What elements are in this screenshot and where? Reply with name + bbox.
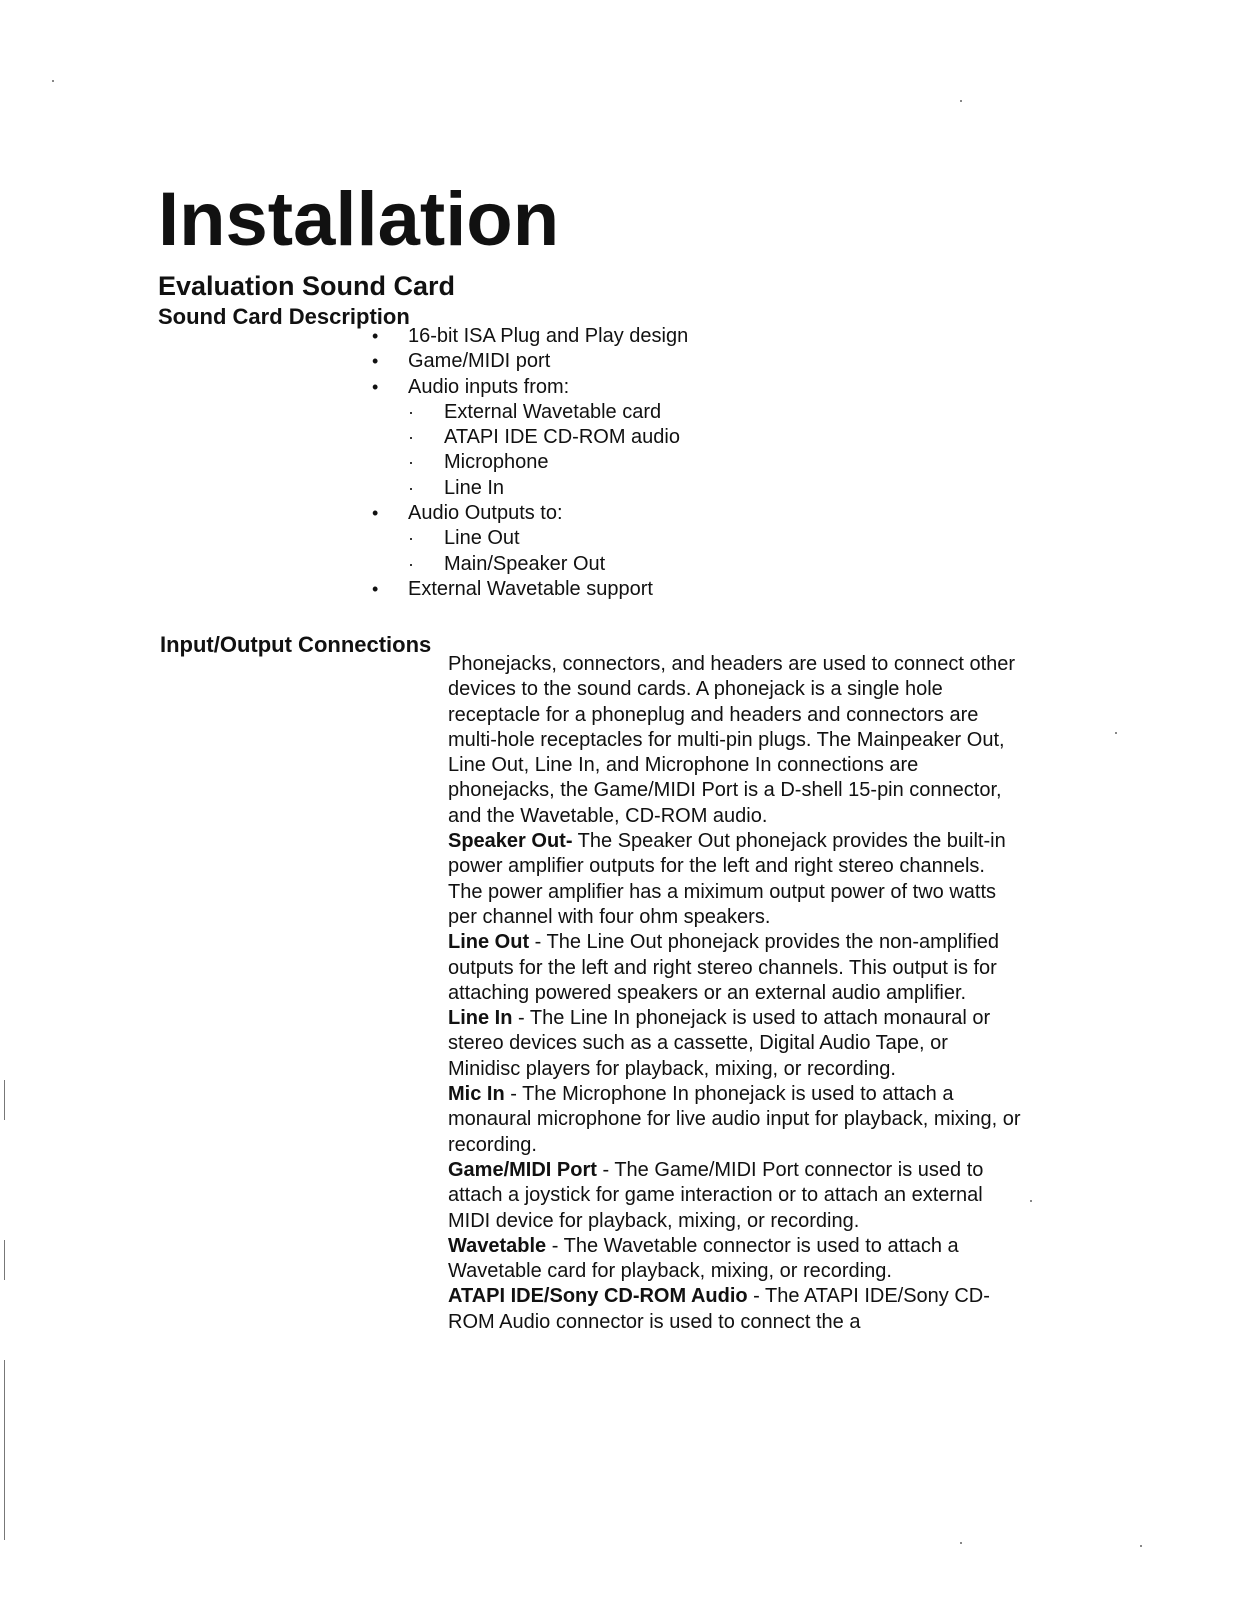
scan-speck bbox=[1140, 1545, 1142, 1547]
io-item bbox=[448, 829, 1023, 930]
scan-speck bbox=[1115, 732, 1117, 734]
scan-edge-mark bbox=[4, 1080, 5, 1120]
io-item bbox=[448, 930, 1023, 1006]
io-item bbox=[448, 1158, 1023, 1234]
io-item-term: Speaker Out- bbox=[448, 830, 573, 853]
io-intro-paragraph: Phonejacks, connectors, and headers are used to connect other devices to the sound cards. A phonejack is a single hole receptacle for a phoneplug and headers and connectors are multi-hole receptacles for multi-pin plugs. The Mainpeaker Out, Line Out, Line In, and Microphone In connections are phonejacks, the Game/MIDI Port is a D-shell 15-pin connector, and the Wavetable, CD-ROM audio. bbox=[448, 653, 1016, 827]
io-item-text: - The Wavetable connector is used to attach a Wavetable card for playback, mixing, or recording. bbox=[448, 1234, 959, 1283]
io-item-term: Game/MIDI Port bbox=[448, 1158, 597, 1181]
scan-speck bbox=[960, 100, 962, 102]
scan-edge-mark bbox=[4, 1240, 5, 1280]
feature-subitem: · External Wavetable card bbox=[370, 400, 790, 425]
feature-item: • Game/MIDI port bbox=[370, 349, 790, 374]
scan-edge-mark bbox=[4, 1360, 5, 1540]
section-heading-description: Sound Card Description bbox=[158, 304, 410, 329]
io-item-term: Line In bbox=[448, 1007, 513, 1030]
scan-speck bbox=[960, 1542, 962, 1544]
io-item bbox=[448, 1234, 1023, 1285]
section-heading-io: Input/Output Connections bbox=[160, 632, 432, 657]
feature-item: • 16-bit ISA Plug and Play design bbox=[370, 324, 790, 349]
feature-subitem: · Line In bbox=[370, 476, 790, 501]
io-item bbox=[448, 1284, 1023, 1335]
scan-speck bbox=[1030, 1200, 1032, 1202]
io-item-text: The Speaker Out phonejack provides the built-in power amplifier outputs for the left and right stereo channels. The power amplifier has a miximum output power of two watts per channel with four ohm speakers. bbox=[448, 830, 1006, 928]
io-item bbox=[448, 1006, 1023, 1082]
io-item-term: Wavetable bbox=[448, 1234, 547, 1257]
io-item-text: - The Line Out phonejack provides the non-amplified outputs for the left and right stereo channels. This output is for attaching powered speakers or an external audio amplifier. bbox=[448, 931, 1000, 1004]
io-item bbox=[448, 1082, 1023, 1158]
io-item-term: Line Out bbox=[448, 931, 530, 954]
feature-item: • External Wavetable support bbox=[370, 577, 790, 602]
page-subtitle: Evaluation Sound Card bbox=[158, 271, 456, 301]
io-item-text: - The Line In phonejack is used to attach monaural or stereo devices such as a cassette, Digital Audio Tape, or Minidisc players for playback, mixing, or recording. bbox=[448, 1007, 991, 1080]
feature-item: • Audio inputs from: bbox=[370, 375, 790, 400]
io-item-text: - The Microphone In phonejack is used to attach a monaural microphone for live audio input for playback, mixing, or recording. bbox=[448, 1083, 1021, 1156]
feature-subitem: · Main/Speaker Out bbox=[370, 552, 790, 577]
feature-list bbox=[370, 324, 790, 602]
io-body bbox=[448, 652, 1023, 1335]
feature-subitem: · Microphone bbox=[370, 450, 790, 475]
feature-subitem: · ATAPI IDE CD-ROM audio bbox=[370, 425, 790, 450]
page-title: Installation bbox=[158, 177, 560, 262]
io-item-text: - The ATAPI IDE/Sony CD-ROM Audio connector is used to connect the a bbox=[448, 1285, 990, 1333]
io-item-term: ATAPI IDE/Sony CD-ROM Audio bbox=[448, 1285, 748, 1308]
scan-speck bbox=[52, 80, 54, 82]
feature-item: • Audio Outputs to: bbox=[370, 501, 790, 526]
feature-subitem: · Line Out bbox=[370, 526, 790, 551]
io-item-text: - The Game/MIDI Port connector is used to attach a joystick for game interaction or to attach an external MIDI device for playback, mixing, or recording. bbox=[448, 1158, 984, 1232]
io-item-term: Mic In bbox=[448, 1083, 505, 1106]
